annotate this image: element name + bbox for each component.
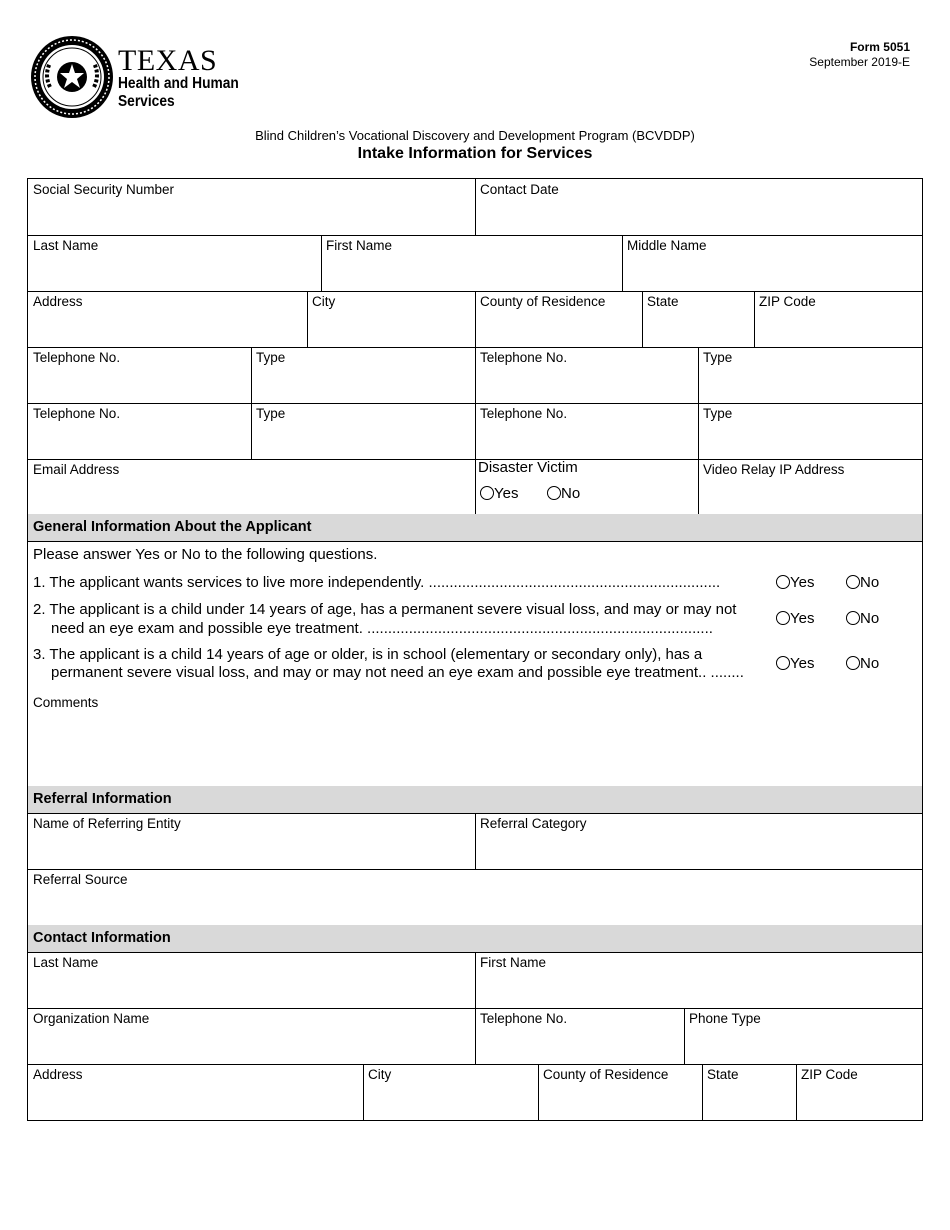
disaster-victim-no[interactable]: No	[547, 485, 580, 502]
contact-first-name-field[interactable]: First Name	[480, 955, 547, 970]
ssn-field[interactable]: Social Security Number	[33, 182, 175, 197]
contact-state-field[interactable]: State	[707, 1067, 739, 1082]
email-field[interactable]: Email Address	[33, 462, 120, 477]
contact-last-name-field[interactable]: Last Name	[33, 955, 99, 970]
radio-icon[interactable]	[776, 656, 790, 670]
disaster-victim-label: Disaster Victim	[478, 459, 578, 476]
form-date: September 2019-E	[809, 55, 910, 69]
telephone-1-type-field[interactable]: Type	[256, 350, 286, 365]
zip-field[interactable]: ZIP Code	[759, 294, 816, 309]
state-field[interactable]: State	[647, 294, 679, 309]
radio-icon[interactable]	[776, 575, 790, 589]
texas-seal-icon	[30, 35, 114, 119]
question-1: 1. The applicant wants services to live more independently. ......................................................................	[33, 574, 721, 591]
radio-icon[interactable]	[776, 611, 790, 625]
telephone-2-field[interactable]: Telephone No.	[480, 350, 568, 365]
last-name-field[interactable]: Last Name	[33, 238, 99, 253]
telephone-4-type-field[interactable]: Type	[703, 406, 733, 421]
question-3-line-2: permanent severe visual loss, and may or may not need an eye exam and possible eye treatment.. ........	[51, 664, 744, 681]
comments-field[interactable]: Comments	[33, 695, 99, 710]
phone-type-field[interactable]: Phone Type	[689, 1011, 761, 1026]
form-number: Form 5051	[849, 40, 910, 54]
hhs-logo	[30, 35, 250, 121]
city-field[interactable]: City	[312, 294, 336, 309]
contact-address-field[interactable]: Address	[33, 1067, 83, 1082]
q1-no[interactable]: No	[846, 574, 879, 591]
question-2-line-1: 2. The applicant is a child under 14 years of age, has a permanent severe visual loss, and may or may not	[33, 601, 737, 618]
instructions-text: Please answer Yes or No to the following questions.	[33, 546, 378, 563]
referring-entity-field[interactable]: Name of Referring Entity	[33, 816, 181, 831]
telephone-4-field[interactable]: Telephone No.	[480, 406, 568, 421]
video-relay-field[interactable]: Video Relay IP Address	[703, 462, 845, 477]
telephone-3-type-field[interactable]: Type	[256, 406, 286, 421]
referral-info-heading: Referral Information	[28, 786, 922, 813]
q2-yes[interactable]: Yes	[776, 610, 814, 627]
page-title: Intake Information for Services	[357, 145, 593, 162]
intake-form	[27, 178, 923, 1121]
telephone-3-field[interactable]: Telephone No.	[33, 406, 121, 421]
contact-info-heading: Contact Information	[28, 925, 922, 952]
q1-yes[interactable]: Yes	[776, 574, 814, 591]
form-id	[809, 40, 910, 70]
contact-date-field[interactable]: Contact Date	[480, 182, 559, 197]
question-2-line-2: need an eye exam and possible eye treatment. ...................................................................................	[51, 620, 713, 637]
q3-yes[interactable]: Yes	[776, 655, 814, 672]
contact-telephone-field[interactable]: Telephone No.	[480, 1011, 568, 1026]
question-3-line-1: 3. The applicant is a child 14 years of age or older, is in school (elementary or secondary only), has a	[33, 646, 703, 663]
telephone-1-field[interactable]: Telephone No.	[33, 350, 121, 365]
organization-name-field[interactable]: Organization Name	[33, 1011, 150, 1026]
program-name: Blind Children’s Vocational Discovery and Development Program (BCVDDP)	[255, 128, 695, 143]
disaster-victim-yes[interactable]: Yes	[480, 485, 518, 502]
contact-county-field[interactable]: County of Residence	[543, 1067, 669, 1082]
logo-subtitle-1: Health and Human	[118, 75, 239, 92]
county-field[interactable]: County of Residence	[480, 294, 606, 309]
first-name-field[interactable]: First Name	[326, 238, 393, 253]
q2-no[interactable]: No	[846, 610, 879, 627]
contact-city-field[interactable]: City	[368, 1067, 392, 1082]
radio-icon[interactable]	[547, 486, 561, 500]
q3-no[interactable]: No	[846, 655, 879, 672]
radio-icon[interactable]	[846, 611, 860, 625]
radio-icon[interactable]	[846, 656, 860, 670]
referral-source-field[interactable]: Referral Source	[33, 872, 128, 887]
address-field[interactable]: Address	[33, 294, 83, 309]
referral-category-field[interactable]: Referral Category	[480, 816, 587, 831]
logo-subtitle-2: Services	[118, 93, 175, 110]
contact-zip-field[interactable]: ZIP Code	[801, 1067, 858, 1082]
radio-icon[interactable]	[480, 486, 494, 500]
logo-title: TEXAS	[118, 44, 218, 77]
general-info-heading: General Information About the Applicant	[28, 514, 922, 541]
telephone-2-type-field[interactable]: Type	[703, 350, 733, 365]
middle-name-field[interactable]: Middle Name	[627, 238, 707, 253]
radio-icon[interactable]	[846, 575, 860, 589]
